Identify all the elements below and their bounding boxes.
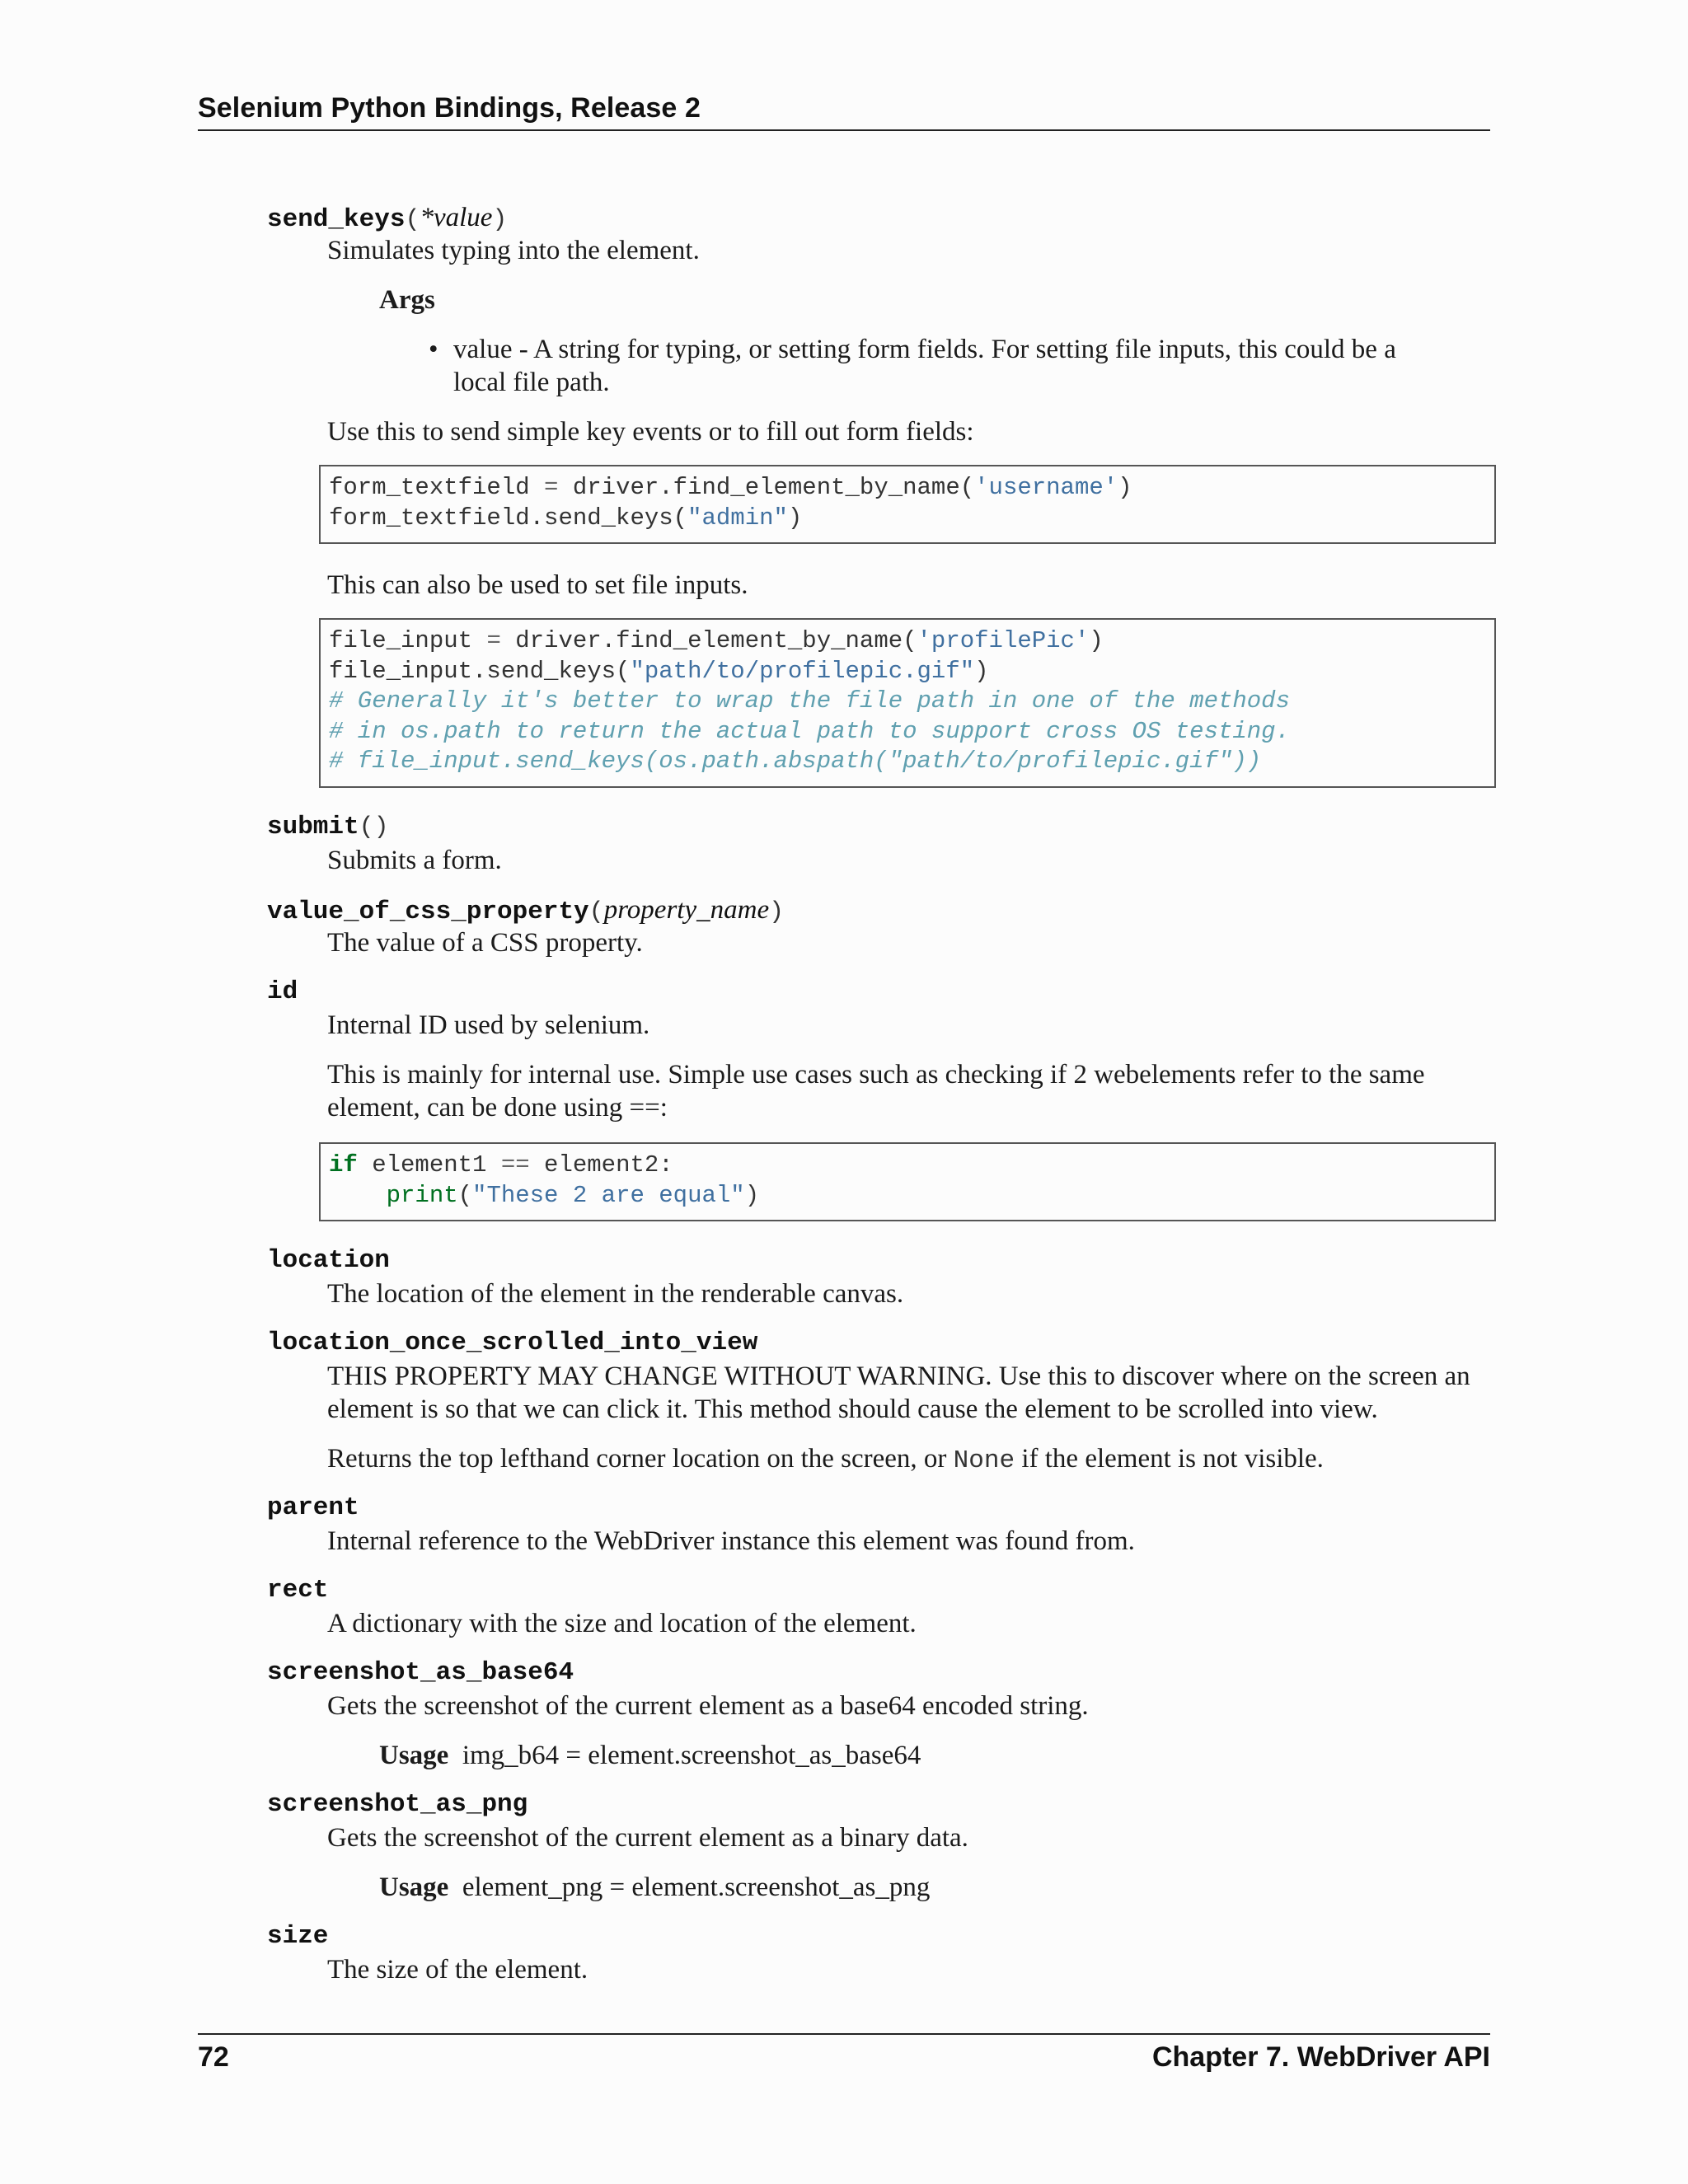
rect-description: A dictionary with the size and location of the element. xyxy=(327,1609,917,1638)
location-scrolled-desc-line1: THIS PROPERTY MAY CHANGE WITHOUT WARNING. Use this to discover where on the screen an xyxy=(327,1361,1470,1391)
arg-value-line1: value - A string for typing, or setting form fields. For setting file inputs, this could be a xyxy=(453,335,1396,364)
open-paren: ( xyxy=(405,206,420,234)
id-paragraph-line1: This is mainly for internal use. Simple use cases such as checking if 2 webelements refer to the same xyxy=(327,1060,1425,1090)
footer-rule xyxy=(198,2033,1490,2035)
code-line: print("These 2 are equal") xyxy=(386,1181,760,1209)
location-scrolled-desc-line2: element is so that we can click it. This method should cause the element to be scrolled into view. xyxy=(327,1394,1378,1424)
parens: () xyxy=(359,813,389,841)
send-keys-use-text: Use this to send simple key events or to fill out form fields: xyxy=(327,417,974,447)
usage-label: Usage xyxy=(379,1872,449,1902)
value-of-css-property-description: The value of a CSS property. xyxy=(327,928,643,958)
location-once-scrolled-into-view-signature: location_once_scrolled_into_view xyxy=(267,1329,758,1357)
parent-signature: parent xyxy=(267,1493,359,1522)
parent-description: Internal reference to the WebDriver instance this element was found from. xyxy=(327,1526,1135,1556)
location-scrolled-returns: Returns the top lefthand corner location on the screen, or None if the element is not visible. xyxy=(327,1444,1324,1475)
code-block-file-input xyxy=(319,618,1496,788)
param-name: *value xyxy=(420,203,493,232)
code-line: file_input.send_keys("path/to/profilepic.gif") xyxy=(329,657,989,685)
header-rule xyxy=(198,129,1490,131)
screenshot-as-base64-usage xyxy=(379,1739,921,1772)
usage-text: img_b64 = element.screenshot_as_base64 xyxy=(462,1741,921,1770)
usage-text: element_png = element.screenshot_as_png xyxy=(462,1872,931,1902)
code-block-equality xyxy=(319,1142,1496,1221)
value-of-css-property-signature xyxy=(267,895,784,926)
page-number: 72 xyxy=(198,2041,229,2073)
code-comment-line: # Generally it's better to wrap the file path in one of the methods xyxy=(329,687,1290,715)
code-line: form_textfield.send_keys("admin") xyxy=(329,504,803,532)
size-signature: size xyxy=(267,1922,329,1951)
code-block-form-fields xyxy=(319,465,1496,544)
method-name: send_keys xyxy=(267,205,406,234)
id-paragraph-line2: element, can be done using ==: xyxy=(327,1093,668,1122)
screenshot-as-png-usage xyxy=(379,1871,930,1904)
args-heading: Args xyxy=(379,285,435,315)
screenshot-as-png-signature: screenshot_as_png xyxy=(267,1790,528,1819)
method-name: submit xyxy=(267,813,359,841)
code-line: form_textfield = driver.find_element_by_name('username') xyxy=(329,474,1132,501)
send-keys-description: Simulates typing into the element. xyxy=(327,236,700,265)
none-literal: None xyxy=(953,1446,1015,1475)
method-name: value_of_css_property xyxy=(267,898,589,926)
rect-signature: rect xyxy=(267,1576,329,1605)
id-description: Internal ID used by selenium. xyxy=(327,1010,650,1040)
arg-bullet: • xyxy=(429,335,438,364)
param-name: property_name xyxy=(603,895,770,925)
code-line: file_input = driver.find_element_by_name('profilePic') xyxy=(329,627,1104,654)
close-paren: ) xyxy=(492,206,508,234)
code-comment-line: # in os.path to return the actual path to support cross OS testing. xyxy=(329,717,1290,745)
submit-signature xyxy=(267,813,389,841)
submit-description: Submits a form. xyxy=(327,846,502,875)
running-header: Selenium Python Bindings, Release 2 xyxy=(198,92,701,124)
close-paren: ) xyxy=(769,898,785,926)
screenshot-as-base64-signature: screenshot_as_base64 xyxy=(267,1658,574,1687)
location-description: The location of the element in the renderable canvas. xyxy=(327,1279,904,1309)
screenshot-as-base64-description: Gets the screenshot of the current element as a base64 encoded string. xyxy=(327,1691,1089,1721)
size-description: The size of the element. xyxy=(327,1955,588,1985)
code-line: if element1 == element2: xyxy=(329,1151,673,1179)
open-paren: ( xyxy=(588,898,604,926)
chapter-title: Chapter 7. WebDriver API xyxy=(1151,2041,1490,2073)
send-keys-signature xyxy=(267,203,507,234)
usage-label: Usage xyxy=(379,1741,449,1770)
location-signature: location xyxy=(267,1246,390,1275)
screenshot-as-png-description: Gets the screenshot of the current element as a binary data. xyxy=(327,1823,968,1853)
id-signature: id xyxy=(267,977,298,1006)
file-inputs-text: This can also be used to set file inputs. xyxy=(327,570,748,600)
arg-value-line2: local file path. xyxy=(453,368,610,397)
code-comment-line: # file_input.send_keys(os.path.abspath("path/to/profilepic.gif")) xyxy=(329,748,1262,775)
